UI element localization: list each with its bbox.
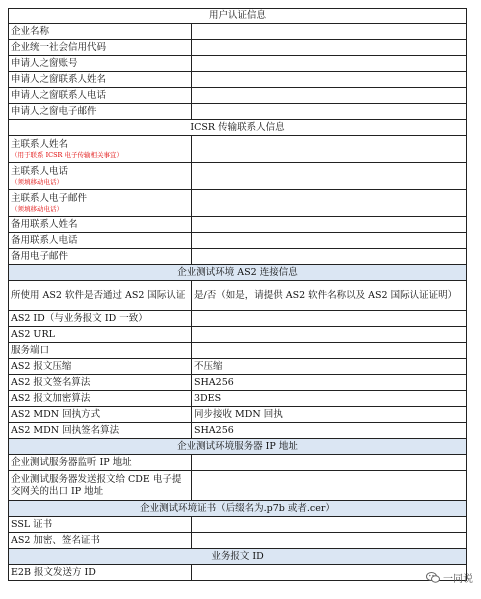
- field-value-cell[interactable]: [192, 471, 467, 501]
- field-label: 备用电子邮件: [9, 249, 192, 265]
- field-value-cell[interactable]: [192, 327, 467, 343]
- table-row: [9, 375, 467, 391]
- field-label: AS2 报文压缩: [9, 359, 192, 375]
- field-value-cell[interactable]: [192, 72, 467, 88]
- watermark: [426, 570, 473, 585]
- field-note: （须填移动电话）: [11, 177, 63, 186]
- wechat-icon: [426, 572, 440, 583]
- field-note: （须填移动电话）: [11, 204, 63, 213]
- field-value-cell[interactable]: [192, 24, 467, 40]
- registration-form: [8, 8, 466, 581]
- field-value-cell[interactable]: [192, 217, 467, 233]
- field-label: E2B 报文发送方 ID: [9, 565, 192, 581]
- field-label: AS2 报文加密算法: [9, 391, 192, 407]
- table-row: [9, 56, 467, 72]
- table-row: [9, 217, 467, 233]
- field-label: 申请人之窗账号: [9, 56, 192, 72]
- field-value-cell[interactable]: 3DES: [192, 391, 467, 407]
- table-row: [9, 136, 467, 163]
- field-label: 申请人之窗联系人电话: [9, 88, 192, 104]
- field-value-cell[interactable]: [192, 455, 467, 471]
- field-label: 服务端口: [9, 343, 192, 359]
- field-value-cell[interactable]: [192, 104, 467, 120]
- section-header-row: [9, 265, 467, 281]
- table-row: [9, 24, 467, 40]
- table-row: [9, 311, 467, 327]
- field-label: 企业统一社会信用代码: [9, 40, 192, 56]
- field-value-cell[interactable]: [192, 40, 467, 56]
- table-row: [9, 533, 467, 549]
- section-title: 业务报文 ID: [9, 549, 467, 565]
- field-label: [9, 190, 192, 217]
- field-value-cell[interactable]: [192, 163, 467, 190]
- field-note: （用于联系 ICSR 电子传输相关事宜）: [11, 150, 124, 159]
- table-row: [9, 391, 467, 407]
- field-label: 所使用 AS2 软件是否通过 AS2 国际认证: [9, 281, 192, 311]
- table-row: [9, 72, 467, 88]
- field-value-cell[interactable]: 是/否（如是，请提供 AS2 软件名称以及 AS2 国际认证证明）: [192, 281, 467, 311]
- table-row: [9, 104, 467, 120]
- table-row: [9, 88, 467, 104]
- field-label: 企业名称: [9, 24, 192, 40]
- table-row: [9, 40, 467, 56]
- watermark-text: 一同说: [443, 574, 473, 585]
- section-title: 企业测试环境 AS2 连接信息: [9, 265, 467, 281]
- field-label: AS2 URL: [9, 327, 192, 343]
- field-value-cell[interactable]: [192, 249, 467, 265]
- field-value-cell[interactable]: [192, 56, 467, 72]
- table-row: [9, 343, 467, 359]
- field-label: AS2 加密、签名证书: [9, 533, 192, 549]
- field-value-cell[interactable]: 同步接收 MDN 回执: [192, 407, 467, 423]
- form-table: [8, 8, 467, 581]
- field-label: SSL 证书: [9, 517, 192, 533]
- field-label-text: 主联系人电子邮件: [11, 192, 88, 204]
- field-value-cell[interactable]: [192, 190, 467, 217]
- section-header-row: [9, 9, 467, 24]
- table-row: [9, 163, 467, 190]
- table-row: [9, 249, 467, 265]
- field-label: AS2 MDN 回执方式: [9, 407, 192, 423]
- field-value-cell[interactable]: [192, 533, 467, 549]
- field-label: AS2 MDN 回执签名算法: [9, 423, 192, 439]
- field-value-cell[interactable]: [192, 343, 467, 359]
- field-label: 申请人之窗联系人姓名: [9, 72, 192, 88]
- table-row: [9, 517, 467, 533]
- field-label: 备用联系人电话: [9, 233, 192, 249]
- field-value-cell[interactable]: SHA256: [192, 423, 467, 439]
- field-value-cell[interactable]: 不压缩: [192, 359, 467, 375]
- field-value-cell[interactable]: [192, 136, 467, 163]
- table-row: [9, 233, 467, 249]
- field-value-cell[interactable]: [192, 311, 467, 327]
- field-value-cell[interactable]: SHA256: [192, 375, 467, 391]
- section-title: 企业测试环境服务器 IP 地址: [9, 439, 467, 455]
- field-label: 备用联系人姓名: [9, 217, 192, 233]
- section-header-row: [9, 501, 467, 517]
- field-label: 申请人之窗电子邮件: [9, 104, 192, 120]
- field-label: 企业测试服务器发送报文给 CDE 电子提交网关的出口 IP 地址: [9, 471, 192, 501]
- field-value-cell[interactable]: [192, 88, 467, 104]
- field-value-cell[interactable]: [192, 517, 467, 533]
- field-label-text: 主联系人姓名: [11, 138, 69, 150]
- section-title: ICSR 传输联系人信息: [9, 120, 467, 136]
- table-row: [9, 281, 467, 311]
- section-header-row: [9, 120, 467, 136]
- field-label: AS2 报文签名算法: [9, 375, 192, 391]
- section-title: 用户认证信息: [9, 9, 467, 24]
- field-label-text: 主联系人电话: [11, 165, 69, 177]
- field-label: [9, 136, 192, 163]
- section-header-row: [9, 439, 467, 455]
- table-row: [9, 359, 467, 375]
- section-title: 企业测试环境证书（后缀名为.p7b 或者.cer）: [9, 501, 467, 517]
- section-header-row: [9, 549, 467, 565]
- field-label: AS2 ID（与业务报文 ID 一致）: [9, 311, 192, 327]
- field-label: 企业测试服务器监听 IP 地址: [9, 455, 192, 471]
- table-row: [9, 327, 467, 343]
- table-row: [9, 565, 467, 581]
- field-label: [9, 163, 192, 190]
- table-row: [9, 423, 467, 439]
- field-value-cell[interactable]: [192, 233, 467, 249]
- table-row: [9, 190, 467, 217]
- table-row: [9, 455, 467, 471]
- table-row: [9, 471, 467, 501]
- table-row: [9, 407, 467, 423]
